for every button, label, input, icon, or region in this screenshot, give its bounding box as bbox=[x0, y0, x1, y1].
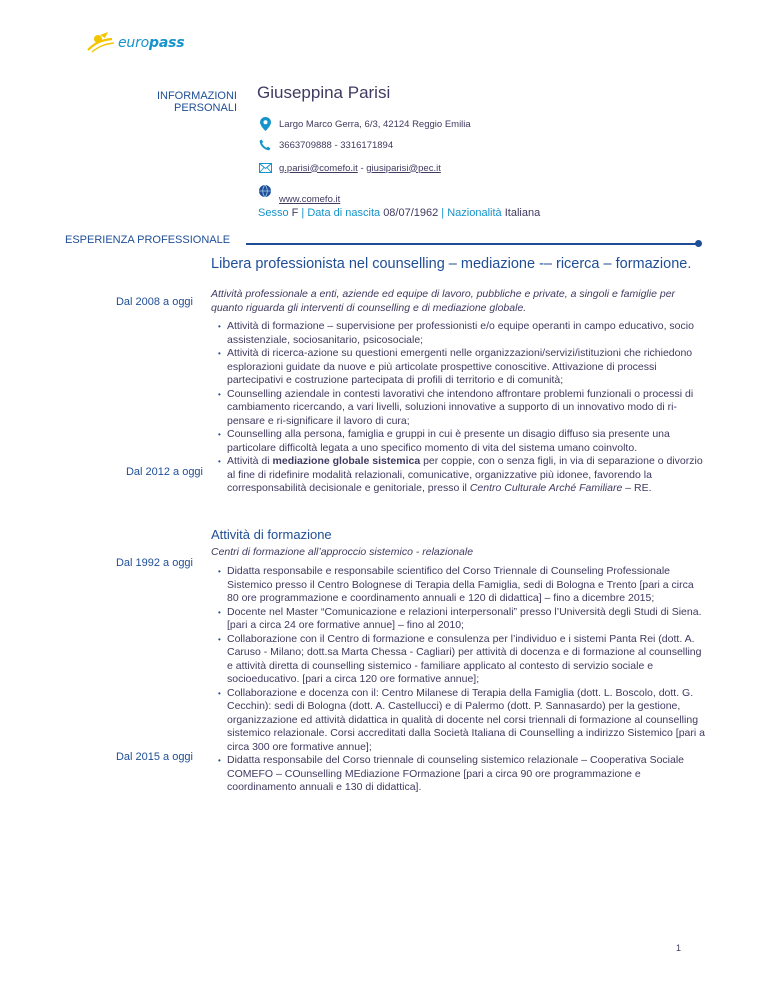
list-item: • Attività di ricerca-azione su questioni emergenti nelle organizzazioni/servizi/istituzioni che richiedono esplorazioni guidate da nuove e più articolate prospettive conoscitive. Attivazione di processi partecipativi e costruzione partecipata di profili di territorio e di comunità; bbox=[218, 347, 706, 388]
list-item: • Attività di mediazione globale sistemica per coppie, con o senza figli, in via di separazione o divorzio al fine di ridefinire modalità relazionali, comunicative, organizzative più idonee, favorendo la corresponsabilità decisionale e genitoriale, presso il Centro Culturale Arché Familiare – RE. bbox=[218, 455, 706, 496]
job-intro: Attività professionale a enti, aziende ed equipe di lavoro, pubbliche e private, a singoli e famiglie per quanto riguarda gli interventi di counselling e di mediazione globale. bbox=[211, 288, 676, 314]
list-item: • Counselling alla persona, famiglia e gruppi in cui è presente un disagio diffuso sia presente una particolare difficoltà legata a uno specifico momento di vita del sistema umano coinvolto. bbox=[218, 428, 706, 455]
job-title: Libera professionista nel counselling – mediazione -– ricerca – formazione. bbox=[211, 256, 692, 272]
list-item: • Didatta responsabile e responsabile scientifico del Corso Triennale di Counseling Professionale Sistemico presso il Centro Bolognese di Terapia della Famiglia, sedi di Bologna e Trento [pari a circa 80 ore programmazione e coordinamento annuali e 120 di didattica] – fino a dicembre 2015; bbox=[218, 565, 706, 606]
list-item: • Collaborazione e docenza con il: Centro Milanese di Terapia della Famiglia (dott. L. Boscolo, dott. G. Cecchin): sedi di Bologna (dott. A. Castellucci) e di Palermo (dott. P. Sannasardo) per la gestione, organizzazione ed attività didattica in qualità di docente nel corsi triennali di formazione al counselling sistemico relazionale. Corsi accreditati dalla Società Italiana di Counselling a indirizzo Sistemico [pari a circa 300 ore formative annue]; bbox=[218, 687, 706, 755]
experience-section-label: ESPERIENZA PROFESSIONALE bbox=[65, 234, 231, 246]
list-item: • Counselling aziendale in contesti lavorativi che intendono affrontare problemi funzionali o processi di cambiamento ricercando, a vari livelli, soluzioni innovative a supporto di un innovativo modo di ri-pensare e ri-significare il lavoro di cura; bbox=[218, 388, 706, 429]
list-item: • Collaborazione con il Centro di formazione e consulenza per l’individuo e i sistemi Panta Rei (dott. A. Caruso - Milano; dott.sa Marta Chessa - Cagliari) per attività di docenza e di formazione al counselling e attività diretta di counselling sistemico - familiare applicato al contesto di servizio sociale e socioeducativo. [pari a circa 120 ore formative annue]; bbox=[218, 633, 706, 687]
training-bullet-list bbox=[218, 565, 706, 795]
training-subtitle: Centri di formazione all’approccio sistemico - relazionale bbox=[211, 546, 474, 558]
nationality-value: Italiana bbox=[504, 207, 541, 219]
envelope-icon bbox=[258, 161, 272, 175]
list-item: • Attività di formazione – supervisione per professionisti e/o equipe operanti in campo educativo, socio assistenziale, sociosanitario, psicosociale; bbox=[218, 320, 706, 347]
address-row bbox=[258, 117, 471, 131]
phone-row bbox=[258, 138, 393, 152]
globe-icon bbox=[258, 182, 272, 200]
location-pin-icon bbox=[258, 117, 272, 131]
date-2012: Dal 2012 a oggi bbox=[125, 466, 203, 478]
training-title: Attività di formazione bbox=[211, 527, 332, 542]
sex-value: F bbox=[291, 207, 299, 219]
europass-logo-icon bbox=[86, 30, 120, 56]
page-number: 1 bbox=[676, 943, 682, 953]
website-link[interactable]: www.comefo.it bbox=[279, 194, 341, 205]
person-name: Giuseppina Parisi bbox=[257, 83, 391, 102]
personal-info-label: INFORMAZIONI PERSONALI bbox=[156, 90, 237, 114]
personal-details-line: Sesso F | Data di nascita 08/07/1962 | Nazionalità Italiana bbox=[258, 207, 541, 219]
europass-wordmark: europass bbox=[118, 35, 185, 51]
phone-text: 3663709888 - 3316171894 bbox=[279, 139, 394, 151]
section-divider-dot bbox=[695, 240, 702, 247]
experience-bullet-list bbox=[218, 320, 706, 496]
email-link-1[interactable]: g.parisi@comefo.it bbox=[279, 162, 358, 174]
birth-date-value: 08/07/1962 bbox=[383, 207, 439, 219]
email-link-2[interactable]: giusiparisi@pec.it bbox=[366, 162, 441, 174]
date-2008: Dal 2008 a oggi bbox=[115, 296, 193, 308]
email-row bbox=[258, 161, 441, 175]
date-1992: Dal 1992 a oggi bbox=[115, 557, 193, 569]
list-item: • Docente nel Master “Comunicazione e relazioni interpersonali” presso l’Università degli Studi di Siena. [pari a circa 24 ore formative annue] – fino al 2010; bbox=[218, 606, 706, 633]
date-2015: Dal 2015 a oggi bbox=[115, 751, 193, 763]
europass-logo bbox=[86, 30, 184, 56]
list-item: • Didatta responsabile del Corso triennale di counseling sistemico relazionale – Cooperativa Sociale COMEFO – COunselling MEdiazione FOrmazione [pari a circa 90 ore programmazione e coordinamento annuali e 130 di didattica]. bbox=[218, 754, 706, 795]
email-separator: - bbox=[357, 162, 367, 174]
section-divider bbox=[246, 243, 698, 245]
phone-icon bbox=[258, 138, 272, 152]
address-text: Largo Marco Gerra, 6/3, 42124 Reggio Emilia bbox=[279, 118, 471, 130]
website-row bbox=[258, 182, 341, 205]
